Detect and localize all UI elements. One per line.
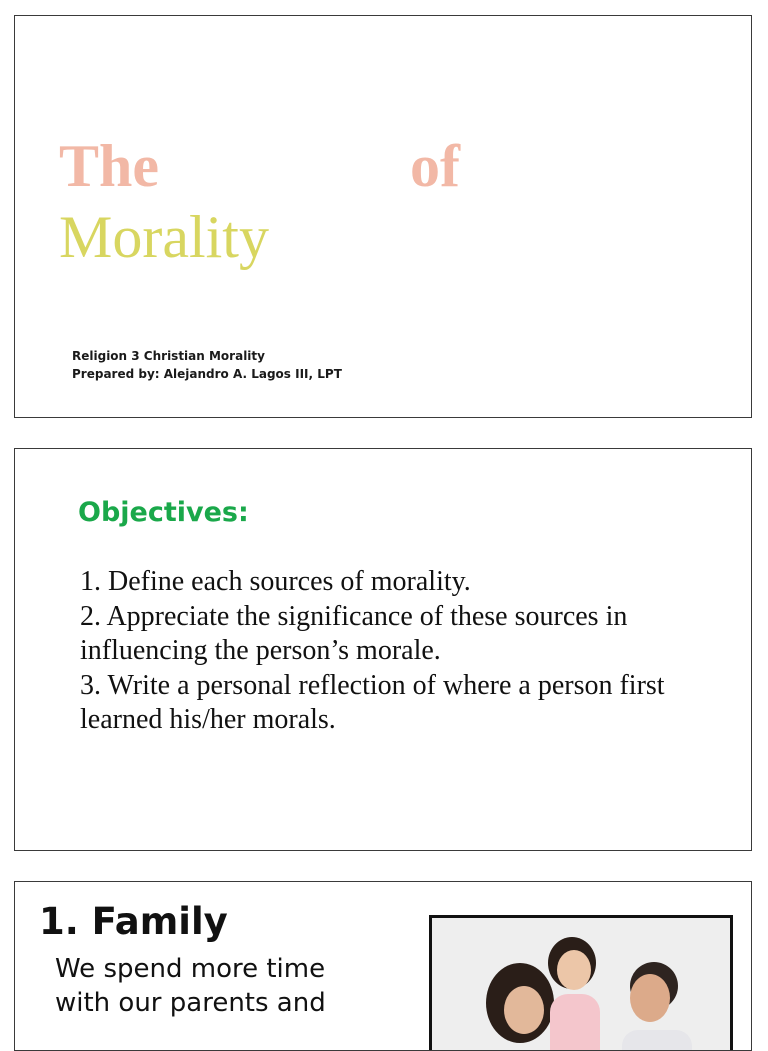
family-slide [14, 881, 752, 1051]
family-photo [429, 915, 733, 1051]
title-word-morality: Morality [59, 204, 269, 270]
byline [72, 347, 342, 383]
course-name: Religion 3 Christian Morality [72, 349, 265, 363]
objective-item: 3. Write a personal reflection of where a person first learned his/her morals. [80, 669, 665, 735]
objective-item: 1. Define each sources of morality. [80, 566, 471, 597]
family-heading: 1. Family [39, 900, 228, 943]
title-slide [14, 15, 752, 418]
title-word-the: The [59, 133, 160, 199]
family-photo-illustration [432, 918, 730, 1051]
family-body-text: We spend more time with our parents and [55, 954, 326, 1018]
objectives-list [80, 565, 720, 738]
objective-item: 2. Appreciate the significance of these sources in influencing the person’s morale. [80, 600, 628, 666]
objectives-slide [14, 448, 752, 851]
author-line: Prepared by: Alejandro A. Lagos III, LPT [72, 367, 342, 381]
title-word-of: of [410, 133, 460, 199]
objectives-heading: Objectives: [78, 497, 249, 528]
